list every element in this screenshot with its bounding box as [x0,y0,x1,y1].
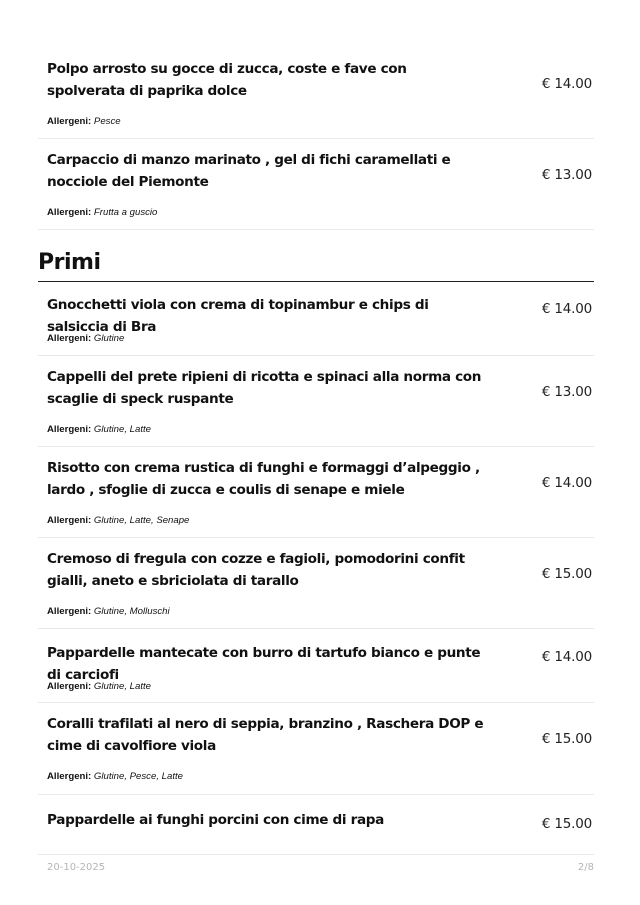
menu-item [38,50,594,139]
item-price: € 13.00 [541,167,592,183]
item-name: Cappelli del prete ripieni di ricotta e spinaci alla norma con scaglie di speck ruspante [47,369,482,407]
item-name: Carpaccio di manzo marinato , gel di fichi caramellati e nocciole del Piemonte [47,152,451,190]
menu-item [38,141,594,230]
allergens-list: Glutine [93,333,125,344]
item-price: € 15.00 [541,731,592,747]
item-price: € 14.00 [541,76,592,92]
menu-item [38,284,594,356]
item-price: € 13.00 [541,384,592,400]
allergens-label: Allergeni: [47,116,92,127]
menu-item [38,797,594,855]
menu-item [38,358,594,447]
item-name: Gnocchetti viola con crema di topinambur e chips di salsiccia di Bra [47,297,429,335]
item-name: Polpo arrosto su gocce di zucca, coste e fave con spolverata di paprika dolce [47,61,407,99]
item-name: Coralli trafilati al nero di seppia, branzino , Raschera DOP e cime di cavolfiore viola [47,716,484,754]
item-price: € 15.00 [541,566,592,582]
allergens-label: Allergeni: [47,333,92,344]
item-allergens [47,681,151,692]
item-name: Risotto con crema rustica di funghi e formaggi d’alpeggio , lardo , sfoglie di zucca e coulis di senape e miele [47,460,480,498]
item-allergens [47,606,170,617]
item-price: € 14.00 [541,649,592,665]
menu-item [38,631,594,703]
allergens-label: Allergeni: [47,207,92,218]
allergens-list: Pesce [93,116,121,127]
allergens-label: Allergeni: [47,424,92,435]
allergens-label: Allergeni: [47,515,92,526]
section-title-primi: Primi [38,249,594,282]
footer-date: 20-10-2025 [47,862,106,873]
allergens-label: Allergeni: [47,681,92,692]
item-name: Pappardelle mantecate con burro di tartufo bianco e punte di carciofi [47,645,481,683]
menu-item [38,705,594,795]
allergens-list: Frutta a guscio [93,207,158,218]
item-allergens [47,515,189,526]
menu-item [38,449,594,538]
item-allergens [47,424,151,435]
item-price: € 14.00 [541,475,592,491]
menu-item [38,540,594,629]
allergens-label: Allergeni: [47,606,92,617]
footer-page-number: 2/8 [577,862,594,873]
item-price: € 15.00 [541,816,592,832]
item-allergens [47,333,124,344]
item-price: € 14.00 [541,301,592,317]
allergens-label: Allergeni: [47,771,92,782]
item-allergens [47,771,183,782]
allergens-list: Glutine, Latte [93,681,151,692]
allergens-list: Glutine, Pesce, Latte [93,771,183,782]
allergens-list: Glutine, Latte [93,424,151,435]
allergens-list: Glutine, Latte, Senape [93,515,190,526]
allergens-list: Glutine, Molluschi [93,606,170,617]
item-name: Cremoso di fregula con cozze e fagioli, pomodorini confit gialli, aneto e sbriciolata di tarallo [47,551,465,589]
item-allergens [47,116,121,127]
item-name: Pappardelle ai funghi porcini con cime di rapa [47,812,384,828]
item-allergens [47,207,157,218]
